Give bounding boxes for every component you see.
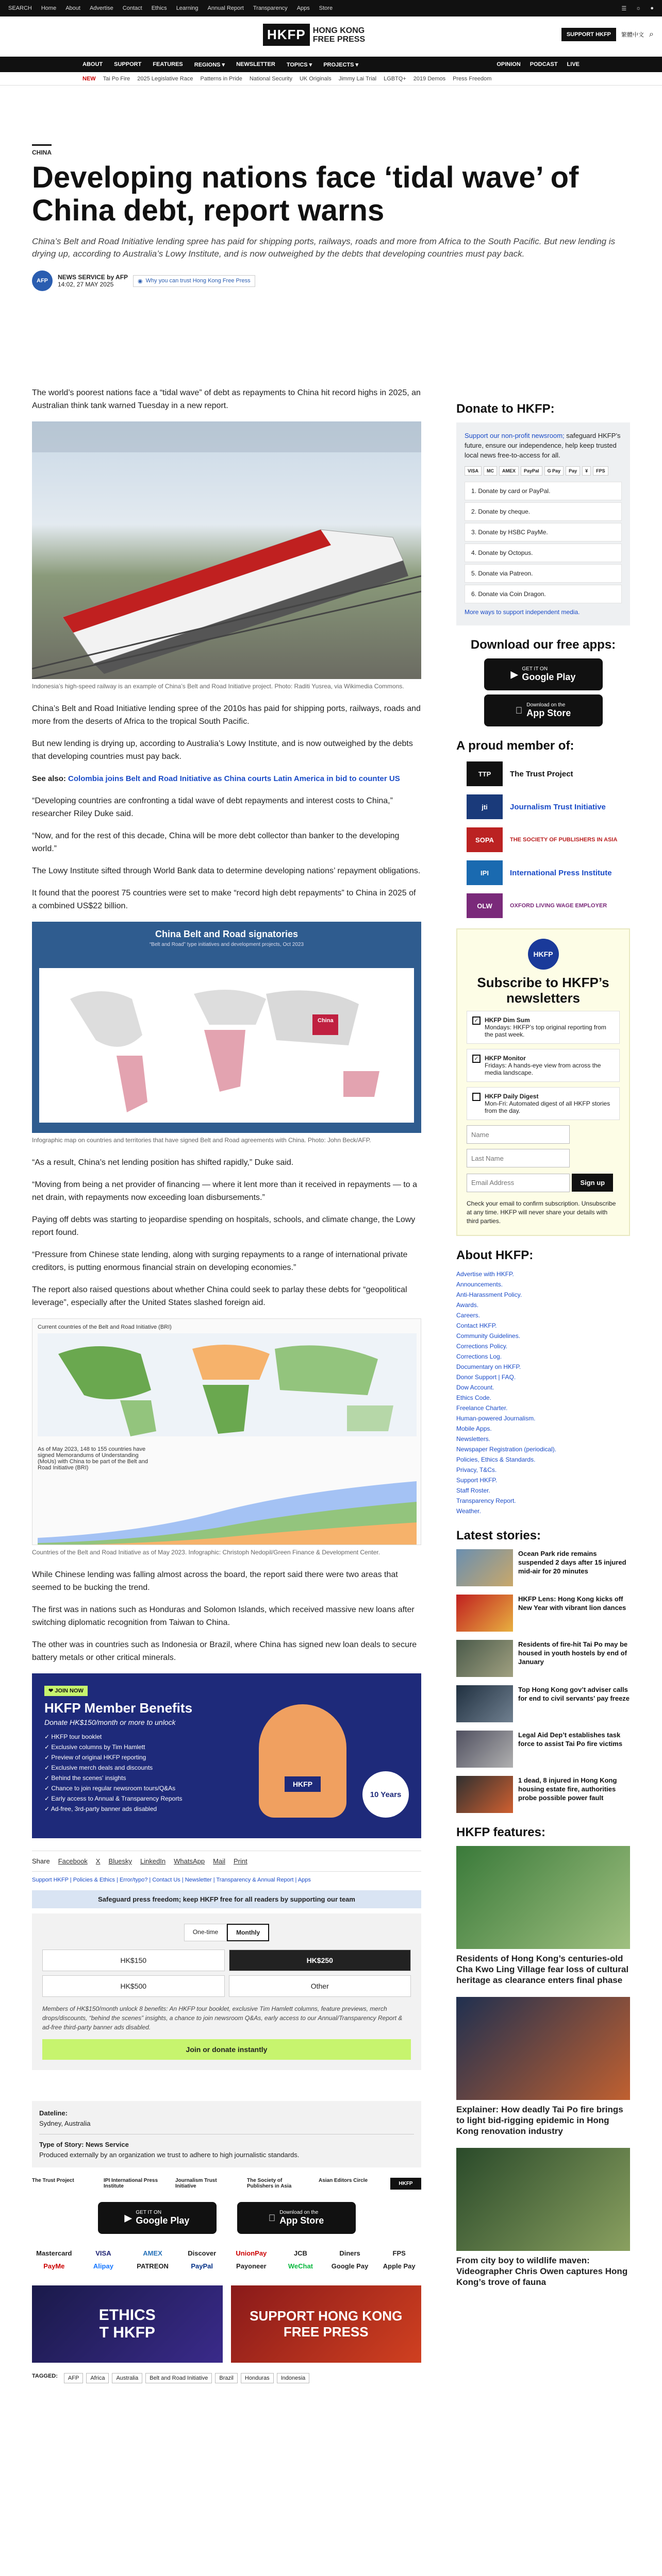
map-title: China Belt and Road signatories [155, 929, 299, 939]
feature-story[interactable]: Explainer: How deadly Tai Po fire brings to light bid-rigging epidemic in Hong Kong renovation industry [456, 1997, 630, 2137]
author-avatar: AFP [32, 270, 53, 291]
member-org[interactable]: SOPA THE SOCIETY OF PUBLISHERS IN ASIA [467, 827, 620, 852]
about-link[interactable]: Community Guidelines. [456, 1332, 521, 1340]
sopa-logo[interactable]: The Society of Publishers in Asia [247, 2178, 292, 2189]
donate-box: Support our non-profit newsroom; safeguard HKFP’s future, ensure our independence, help keep trusted local news free-to-access for all. VISA MC AMEX PayPal G Pay Pay ¥ FPS 1. Donate by card or PayPal. 2. Donate by cheque. 3. Donate by HSBC PayMe. 4. Donate by Octopus. 5. Donate via Patreon. 6. Donate via Coin Dragon. More ways to support independent media. [456, 422, 630, 625]
checkbox-checked[interactable]: ✓ [472, 1016, 481, 1025]
anniversary-badge: 10 Years [362, 1771, 409, 1818]
payment-logo: WeChat [288, 2262, 313, 2270]
paragraph: Paying off debts was starting to jeopardise spending on hospitals, schools, and climate change, the Lowy report found. [32, 1215, 416, 1237]
tag[interactable]: Africa [86, 2373, 109, 2383]
payment-logo: Discover [188, 2249, 217, 2257]
support-newsroom-link[interactable]: Support our non-profit newsroom; [465, 432, 565, 439]
payment-logo: Mastercard [36, 2249, 72, 2257]
payment-logo: AMEX [143, 2249, 162, 2257]
trust-project-logo[interactable]: The Trust Project [32, 2178, 74, 2183]
about-link[interactable]: Contact HKFP. [456, 1321, 497, 1329]
feature-story[interactable]: From city boy to wildlife maven: Videographer Chris Owen captures Hong Kong’s trove of fauna [456, 2148, 630, 2287]
benefit-item: ✓ Exclusive columns by Tim Hamlett [44, 1743, 145, 1751]
benefit-item: ✓ Preview of original HKFP reporting [44, 1754, 146, 1761]
trending-bar [0, 72, 662, 86]
affiliation-badges [32, 2178, 421, 2190]
see-also: See also: Colombia joins Belt and Road Initiative as China courts Latin America in bid to counter US [32, 774, 400, 783]
payment-logo: UnionPay [236, 2249, 267, 2257]
about-link[interactable]: Corrections Policy. [456, 1342, 508, 1350]
amount-option[interactable]: HK$150 [42, 1950, 225, 1971]
photo-caption: Indonesia’s high-speed railway is an example of China’s Belt and Road Initiative project. Photo: Raditi Yusrea, via Wikimedia Commons. [32, 683, 404, 690]
ipi-logo[interactable]: IPI International Press Institute [104, 2178, 158, 2189]
email-input[interactable] [467, 1174, 570, 1192]
member-org[interactable]: TTP The Trust Project [467, 761, 620, 786]
about-link[interactable]: Freelance Charter. [456, 1404, 508, 1412]
paragraph: The other was in countries such as Indonesia or Brazil, where China has signed new loan deals to secure battery metals or other critical minerals. [32, 1640, 417, 1662]
top-link-transparency[interactable]: Transparency [253, 5, 288, 11]
benefit-item: ✓ HKFP tour booklet [44, 1733, 102, 1740]
donation-form [32, 1913, 421, 2070]
payment-logo: Diners [339, 2249, 360, 2257]
donate-method[interactable]: 6. Donate via Coin Dragon. [465, 585, 622, 603]
apple-icon [269, 2213, 276, 2224]
article-header [32, 144, 630, 291]
about-heading: About HKFP: [456, 1248, 534, 1262]
dateline-box: Dateline: Sydney, Australia Type of Story: News Service Produced externally by an organization we trust to adhere to high journalistic standards. [32, 2101, 421, 2167]
about-link[interactable]: Documentary on HKFP. [456, 1363, 521, 1370]
newsletter-option[interactable]: ✓ HKFP Dim Sum Mondays: HKFP’s top original reporting from the past week. [467, 1011, 620, 1044]
apple-icon [516, 705, 523, 716]
about-link[interactable]: Ethics Code. [456, 1394, 492, 1401]
signup-button[interactable]: Sign up [572, 1174, 613, 1192]
about-link[interactable]: Support HKFP. [456, 1476, 498, 1484]
site-header [0, 16, 662, 57]
promo-subtitle: Donate HK$150/month or more to unlock [44, 1718, 176, 1726]
world-map-shapes [39, 968, 414, 1123]
app-store-row [32, 2202, 421, 2234]
paragraph: The first was in nations such as Honduras and Solomon Islands, which received massive new loans after switching diplomatic recognition from Taiwan to China. [32, 1605, 415, 1627]
paragraph: “Now, and for the rest of this decade, China will be more debt collector than banker to the developing world.” [32, 832, 400, 853]
top-link-about[interactable]: About [65, 5, 80, 11]
payment-logos [32, 2249, 421, 2270]
trending-item[interactable]: Tai Po Fire [103, 75, 130, 82]
bri-world-map [38, 1333, 417, 1436]
about-link[interactable]: Corrections Log. [456, 1352, 502, 1360]
trust-badge[interactable]: ◉ Why you can trust Hong Kong Free Press [133, 275, 255, 287]
article-title: Developing nations face ‘tidal wave’ of China debt, report warns [32, 161, 579, 227]
member-benefits-promo[interactable] [32, 1673, 421, 1838]
top-link-annual-report[interactable]: Annual Report [207, 5, 244, 11]
nav-support[interactable]: SUPPORT [114, 61, 142, 67]
amount-option-selected[interactable]: HK$250 [229, 1950, 411, 1971]
paragraph: “Developing countries are confronting a tidal wave of debt repayments and interest costs to China,” researcher Riley Duke said. [32, 796, 393, 818]
share-bar [32, 1851, 421, 1872]
benefit-item: ✓ Ad-free, 3rd-party banner ads disabled [44, 1805, 157, 1812]
sidebar [456, 402, 630, 2299]
paragraph: But new lending is drying up, according to Australia’s Lowy Institute, and is now outweighed by the debts that developing countries must pay back. [32, 739, 413, 761]
newsletter-badge: HKFP [528, 939, 559, 970]
newsletter-signup [456, 928, 630, 1236]
story-type: Produced externally by an organization we trust to adhere to high journalistic standards. [39, 2151, 300, 2159]
about-link[interactable]: Staff Roster. [456, 1486, 490, 1494]
map-subtitle: “Belt and Road” type initiatives and development projects, Oct 2023 [149, 942, 304, 947]
latest-story[interactable]: Top Hong Kong gov’t adviser calls for end to civil servants’ pay freeze [456, 1685, 630, 1722]
member-org[interactable]: OLW OXFORD LIVING WAGE EMPLOYER [467, 893, 620, 918]
google-play-icon: ▶ [510, 669, 518, 680]
about-link[interactable]: Policies, Ethics & Standards. [456, 1455, 536, 1463]
share-label: Share [32, 1857, 50, 1865]
top-link-apps[interactable]: Apps [296, 5, 310, 11]
payment-logo: Apple Pay [383, 2262, 416, 2270]
trending-item[interactable]: Jimmy Lai Trial [338, 75, 377, 82]
feature-story[interactable]: Residents of Hong Kong’s centuries-old Cha Kwo Ling Village fear loss of cultural heritage as clearance enters final phase [456, 1846, 630, 1986]
hkfp-logo[interactable]: HKFP [390, 2178, 421, 2190]
article-body [32, 386, 421, 2383]
nav-features[interactable]: FEATURES [153, 61, 183, 67]
site-logo[interactable]: HKFP HONG KONG FREE PRESS [263, 24, 365, 46]
latest-story[interactable]: Residents of fire-hit Tai Po may be housed in youth hostels by end of January [456, 1640, 630, 1677]
article-lede: China’s Belt and Road Initiative lending spree has paid for shipping ports, railways, roads and more from Africa to the South Pacific. But new lending is drying up, according to Australia’s Lowy Institute, and is now outweighed by the debts that developing countries must pay back. [32, 236, 616, 259]
more-ways-link[interactable]: More ways to support independent media. [465, 608, 580, 616]
byline [32, 270, 630, 291]
latest-story[interactable]: Ocean Park ride remains suspended 2 days after 15 injured mid-air for 20 minutes [456, 1549, 630, 1586]
sidebar-google-play[interactable]: ▶ GET IT ON Google Play [484, 658, 603, 690]
member-org[interactable]: jti Journalism Trust Initiative [467, 794, 620, 819]
latest-heading: Latest stories: [456, 1528, 541, 1543]
author-name[interactable]: NEWS SERVICE by AFP [58, 274, 128, 281]
join-donate-button[interactable]: Join or donate instantly [42, 2039, 411, 2060]
google-play-button[interactable]: ▶ GET IT ON Google Play [98, 2202, 217, 2234]
join-now-badge[interactable]: ❤ JOIN NOW [44, 1686, 88, 1696]
amount-option-other[interactable]: Other [229, 1975, 411, 1997]
share-facebook[interactable]: Facebook [58, 1857, 88, 1865]
shield-icon: ◉ [138, 278, 143, 284]
trending-item[interactable]: Patterns in Pride [200, 75, 242, 82]
trending-item[interactable]: 2025 Legislative Race [137, 75, 193, 82]
trending-label: NEW [82, 75, 96, 82]
last-name-input[interactable] [467, 1149, 570, 1167]
donate-method[interactable]: 5. Donate via Patreon. [465, 564, 622, 583]
support-hkfp-button[interactable]: SUPPORT HKFP [561, 28, 616, 41]
nav-topics[interactable]: TOPICS ▾ [286, 61, 312, 68]
promo-benefit-list [44, 1732, 409, 1814]
mascot-tag: HKFP [285, 1776, 321, 1792]
latest-story[interactable]: 1 dead, 8 injured in Hong Kong housing estate fire, authorities probe possible power fault [456, 1776, 630, 1813]
about-link[interactable]: Donor Support | FAQ. [456, 1373, 516, 1381]
payment-logo: JCB [293, 2249, 307, 2257]
google-play-icon: ▶ [124, 2212, 132, 2223]
checkbox-unchecked[interactable] [472, 1093, 481, 1101]
press-freedom-banner[interactable]: Safeguard press freedom; keep HKFP free for all readers by supporting our team [32, 1890, 421, 1908]
share-whatsapp[interactable]: WhatsApp [174, 1857, 205, 1865]
latest-story[interactable]: HKFP Lens: Hong Kong kicks off New Year with vibrant lion dances [456, 1595, 630, 1632]
benefit-item: ✓ Exclusive merch deals and discounts [44, 1764, 153, 1771]
share-print[interactable]: Print [233, 1857, 247, 1865]
amount-option[interactable]: HK$500 [42, 1975, 225, 1997]
first-name-input[interactable] [467, 1125, 570, 1144]
member-heading: A proud member of: [456, 739, 574, 753]
app-store-button[interactable]: Download on the App Store [237, 2202, 356, 2234]
freq-one-time[interactable]: One-time [184, 1924, 227, 1941]
menu-icon[interactable]: ☰ [621, 5, 627, 12]
paragraph: The report also raised questions about whether China could seek to parlay these debts for “geopolitical leverage”, especially after the United States slashed foreign aid. [32, 1285, 407, 1307]
tag[interactable]: Honduras [241, 2373, 274, 2383]
deer-mascot [259, 1704, 346, 1818]
payment-logo: Alipay [93, 2262, 113, 2270]
tag[interactable]: Belt and Road Initiative [145, 2373, 212, 2383]
about-link[interactable]: Newspaper Registration (periodical). [456, 1445, 557, 1453]
tag[interactable]: AFP [64, 2373, 83, 2383]
map-caption: Infographic map on countries and territories that have signed Belt and Road agreements with China. Photo: John Beck/AFP. [32, 1137, 371, 1144]
nav-about[interactable]: ABOUT [82, 61, 103, 67]
freq-monthly[interactable]: Monthly [227, 1924, 269, 1941]
share-x[interactable]: X [95, 1857, 101, 1865]
language-link[interactable]: 繁體中文 [621, 32, 644, 38]
infographic-title: Current countries of the Belt and Road Initiative (BRI) [38, 1324, 172, 1330]
paragraph: While Chinese lending was falling almost across the board, the report said there were two areas that seemed to be bucking the trend. [32, 1570, 398, 1592]
benefit-item: ✓ Chance to join regular newsroom tours/Q&As [44, 1785, 176, 1792]
apps-heading: Download our free apps: [470, 638, 616, 652]
tag-list [32, 2373, 421, 2383]
payment-logo: VISA [95, 2249, 111, 2257]
nav-live[interactable]: LIVE [567, 61, 580, 67]
paragraph: “Moving from being a net provider of financing — where it lent more than it received in repayments — to a net drain, with repayments now exceeding loan disbursements.” [32, 1180, 418, 1202]
checkbox-checked[interactable]: ✓ [472, 1055, 481, 1063]
promo-title: HKFP Member Benefits [44, 1700, 193, 1716]
bri-area-chart [38, 1471, 417, 1545]
donate-method[interactable]: 2. Donate by cheque. [465, 502, 622, 521]
donate-method[interactable]: 4. Donate by Octopus. [465, 544, 622, 562]
payment-icons: VISA MC AMEX PayPal G Pay Pay ¥ FPS [465, 466, 622, 476]
about-link[interactable]: Weather. [456, 1507, 481, 1515]
trending-item[interactable]: Press Freedom [453, 75, 492, 82]
tags-label: TAGGED: [32, 2373, 58, 2379]
see-also-link[interactable]: Colombia joins Belt and Road Initiative as China courts Latin America in bid to counter US [68, 774, 400, 783]
about-link[interactable]: Anti-Harassment Policy. [456, 1291, 522, 1298]
top-bar [0, 0, 662, 16]
trending-item[interactable]: LGBTQ+ [384, 75, 406, 82]
dateline-value: Sydney, Australia [39, 2120, 91, 2127]
about-links [456, 1269, 630, 1516]
trending-item[interactable]: UK Originals [299, 75, 332, 82]
paragraph: It found that the poorest 75 countries were set to make “record high debt repayments” to China in 2025 of a combined US$22 billion. [32, 889, 416, 910]
top-link-contact[interactable]: Contact [122, 5, 142, 11]
about-link[interactable]: Mobile Apps. [456, 1425, 492, 1432]
about-link[interactable]: Newsletters. [456, 1435, 491, 1443]
jti-logo[interactable]: Journalism Trust Initiative [175, 2178, 217, 2189]
about-link[interactable]: Careers. [456, 1311, 481, 1319]
support-links[interactable]: Support HKFP | Policies & Ethics | Error/typo? | Contact Us | Newsletter | Transparency & Annual Report | Apps [32, 1877, 311, 1883]
payment-logo: PATREON [137, 2262, 169, 2270]
nav-opinion[interactable]: OPINION [496, 61, 521, 67]
publish-date: 14:02, 27 MAY 2025 [58, 281, 114, 288]
about-link[interactable]: Advertise with HKFP. [456, 1270, 514, 1278]
donate-heading: Donate to HKFP: [456, 402, 555, 416]
nav-newsletter[interactable]: NEWSLETTER [236, 61, 275, 67]
membership-benefits-text: Members of HK$150/month unlock 8 benefits: An HKFP tour booklet, exclusive Tim Hamlett columns, feature previews, merch drops/discounts, “behind the scenes” insights, a chance to join newsroom Q&As, early access to our Annual/Transparency Report & ad-free third-party banner ads disabled. [42, 2005, 403, 2031]
donate-method[interactable]: 1. Donate by card or PayPal. [465, 482, 622, 500]
newsletter-option[interactable]: ✓ HKFP Monitor Fridays: A hands-eye view from across the media landscape. [467, 1049, 620, 1082]
share-mail[interactable]: Mail [213, 1857, 225, 1865]
newsletter-note: Check your email to confirm subscription. Unsubscribe at any time. HKFP will never share your details with third parties. [467, 1199, 616, 1225]
about-link[interactable]: Announcements. [456, 1280, 503, 1288]
tag[interactable]: Indonesia [277, 2373, 310, 2383]
account-icon[interactable]: ● [650, 5, 654, 11]
paragraph: The Lowy Institute sifted through World Bank data to determine developing nations’ repayment obligations. [32, 867, 421, 875]
benefit-item: ✓ Behind the scenes' insights [44, 1774, 126, 1782]
support-promo[interactable]: SUPPORT HONG KONG FREE PRESS [231, 2285, 422, 2363]
paragraph: The world’s poorest nations face a “tidal wave” of debt as repayments to China hit record highs in 2025, an Australian think tank warned Tuesday in a new report. [32, 388, 421, 410]
latest-story[interactable]: Legal Aid Dep’t establishes task force to assist Tai Po fire victims [456, 1731, 630, 1768]
chart-note: As of May 2023, 148 to 155 countries have signed Memorandums of Understanding (MoUs) with China to be part of the Belt and Road Initiative (BRI) [38, 1446, 148, 1471]
bri-countries-infographic [32, 1318, 421, 1545]
about-link[interactable]: Dow Account. [456, 1383, 494, 1391]
member-org[interactable]: IPI International Press Institute [467, 860, 620, 885]
top-link-learning[interactable]: Learning [176, 5, 198, 11]
theme-icon[interactable]: ☼ [636, 5, 641, 11]
nav-regions[interactable]: REGIONS ▾ [194, 61, 225, 68]
article-category[interactable]: CHINA [32, 144, 52, 156]
share-linkedin[interactable]: LinkedIn [140, 1857, 166, 1865]
about-link[interactable]: Awards. [456, 1301, 479, 1309]
top-link-advertise[interactable]: Advertise [89, 5, 113, 11]
payment-logo: FPS [392, 2249, 406, 2257]
nav-podcast[interactable]: PODCAST [529, 61, 558, 67]
map-label-china: China [318, 1018, 334, 1024]
paragraph: “As a result, China’s net lending position has shifted rapidly,” Duke said. [32, 1158, 294, 1167]
aec-logo[interactable]: Asian Editors Circle [319, 2178, 368, 2183]
tag[interactable]: Brazil [215, 2373, 238, 2383]
top-link-store[interactable]: Store [319, 5, 333, 11]
share-bluesky[interactable]: Bluesky [108, 1857, 132, 1865]
world-map [39, 968, 414, 1123]
search-icon[interactable]: ⌕ [649, 30, 654, 39]
tag[interactable]: Australia [112, 2373, 142, 2383]
sidebar-app-store[interactable]: Download on the App Store [484, 694, 603, 726]
main-nav [0, 57, 662, 72]
nav-projects[interactable]: PROJECTS ▾ [323, 61, 359, 68]
top-link-home[interactable]: Home [41, 5, 57, 11]
bottom-promos [32, 2285, 421, 2363]
trending-item[interactable]: 2019 Demos [413, 75, 446, 82]
donate-method[interactable]: 3. Donate by HSBC PayMe. [465, 523, 622, 541]
top-link-ethics[interactable]: Ethics [151, 5, 167, 11]
features-heading: HKFP features: [456, 1825, 545, 1839]
paragraph: China’s Belt and Road Initiative lending spree of the 2010s has paid for shipping ports, railways, roads and more from the deserts of Africa to the tropical South Pacific. [32, 704, 421, 726]
payment-logo: Google Pay [331, 2262, 369, 2270]
about-link[interactable]: Transparency Report. [456, 1497, 516, 1504]
paragraph: “Pressure from Chinese state lending, along with surging repayments to a range of international private creditors, is putting enormous financial strain on developing economies.” [32, 1250, 408, 1272]
ethics-promo[interactable]: ETHICS T HKFP [32, 2285, 223, 2363]
bri-map-infographic [32, 922, 421, 1133]
train-photo [32, 421, 421, 679]
top-link-search[interactable]: SEARCH [8, 5, 32, 11]
payment-logo: PayMe [43, 2262, 65, 2270]
about-link[interactable]: Privacy, T&Cs. [456, 1466, 497, 1473]
about-link[interactable]: Human-powered Journalism. [456, 1414, 536, 1422]
train-illustration [32, 421, 421, 679]
payment-logo: PayPal [191, 2262, 213, 2270]
newsletter-option[interactable]: HKFP Daily Digest Mon-Fri: Automated digest of all HKFP stories from the day. [467, 1087, 620, 1120]
infographic-caption: Countries of the Belt and Road Initiative as of May 2023. Infographic: Christoph Nedopil/Green Finance & Development Center. [32, 1549, 380, 1556]
payment-logo: Payoneer [236, 2262, 267, 2270]
benefit-item: ✓ Early access to Annual & Transparency Reports [44, 1795, 183, 1802]
newsletter-heading: Subscribe to HKFP’s newsletters [477, 975, 609, 1006]
trending-item[interactable]: National Security [249, 75, 292, 82]
